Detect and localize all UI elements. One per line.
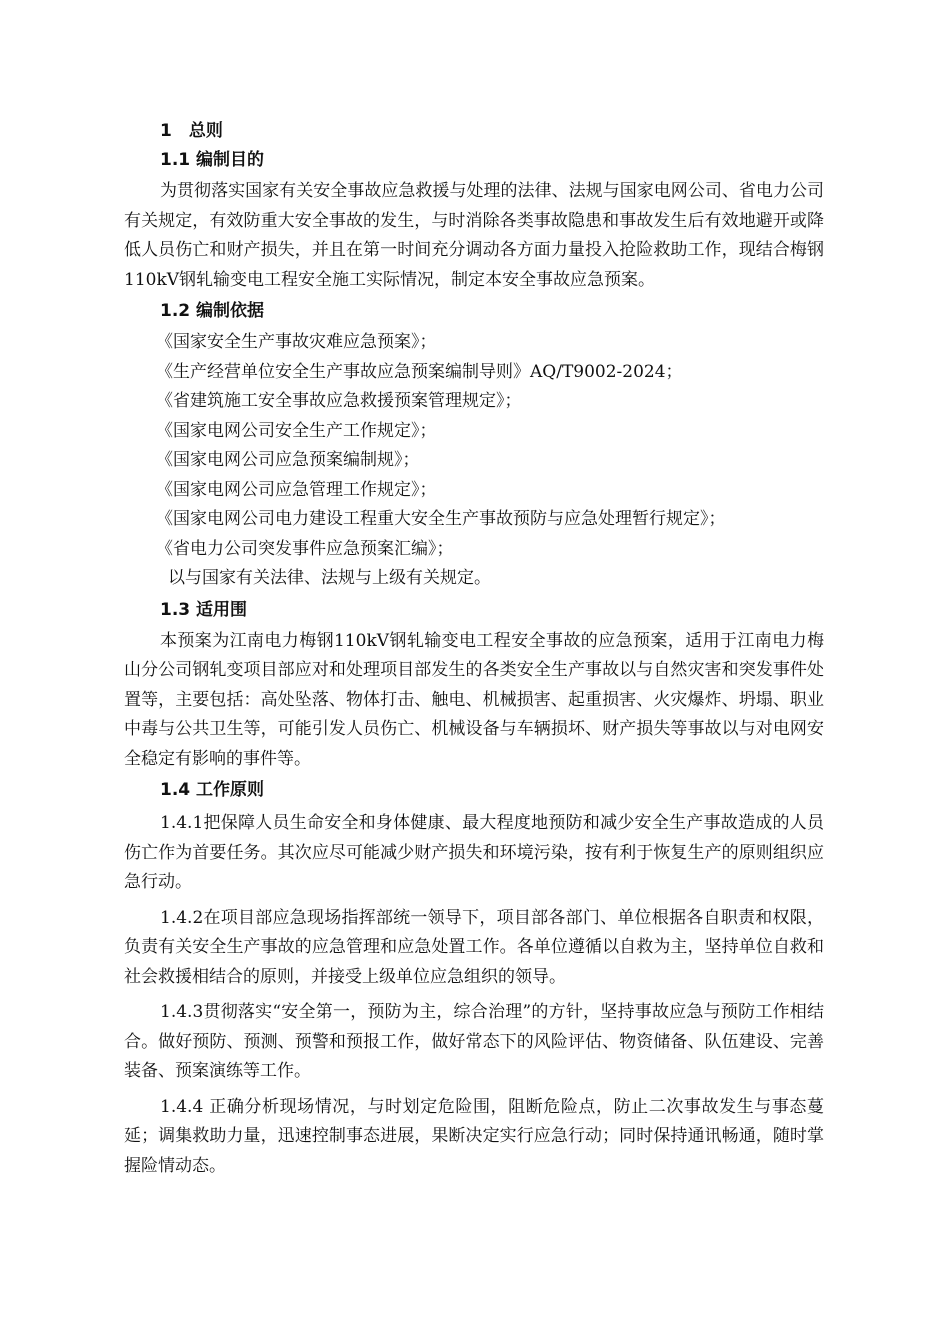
basis-item: 《国家电网公司安全生产工作规定》； <box>156 420 437 441</box>
paragraph-scope: 本预案为江南电力梅钢110kV钢轧输变电工程安全事故的应急预案，适用于江南电力梅山分公司钢轧变项目部应对和处理项目部发生的各类安全生产事故以与自然灾害和突发事件处置等，主要包括：高处坠落、物体打击、触电、机械损害、起重损害、火灾爆炸、坍塌、职业中毒与公共卫生等，可能引发人员伤亡、机械设备与车辆损坏、财产损失等事故以与对电网安全稳定有影响的事件等。 <box>124 630 824 769</box>
principle-1-4-2: 1.4.2在项目部应急现场指挥部统一领导下，项目部各部门、单位根据各自职责和权限，负责有关安全生产事故的应急管理和应急处置工作。各单位遵循以自救为主，坚持单位自救和社会救援相结合的原则，并接受上级单位应急组织的领导。 <box>124 907 824 987</box>
basis-item: 《省电力公司突发事件应急预案汇编》； <box>156 538 454 559</box>
basis-item: 《国家安全生产事故灾难应急预案》； <box>156 332 437 352</box>
principle-1-4-4: 1.4.4 正确分析现场情况，与时划定危险围，阻断危险点，防止二次事故发生与事态蔓延；调集救助力量，迅速控制事态进展，果断决定实行应急行动；同时保持通讯畅通，随时掌握险情动态。 <box>124 1096 824 1176</box>
heading-1-3: 1.3 适用围 <box>160 599 248 620</box>
basis-item: 《生产经营单位安全生产事故应急预案编制导则》AQ/T9002-2024； <box>156 361 683 382</box>
principle-1-4-3: 1.4.3贯彻落实“安全第一，预防为主，综合治理”的方针，坚持事故应急与预防工作相结合。做好预防、预测、预警和预报工作，做好常态下的风险评估、物资储备、队伍建设、完善装备、预案演练等工作。 <box>124 1002 824 1081</box>
basis-extra: 以与国家有关法律、法规与上级有关规定。 <box>168 568 491 588</box>
section-heading-general: 1 总则 <box>160 121 223 141</box>
basis-item: 《国家电网公司应急管理工作规定》； <box>156 479 437 500</box>
basis-item: 《国家电网公司电力建设工程重大安全生产事故预防与应急处理暂行规定》； <box>156 509 726 529</box>
basis-item: 《省建筑施工安全事故应急救援预案管理规定》； <box>156 391 522 411</box>
heading-1-2: 1.2 编制依据 <box>160 301 265 321</box>
basis-item: 《国家电网公司应急预案编制规》； <box>156 450 420 470</box>
heading-1-4: 1.4 工作原则 <box>160 780 265 800</box>
paragraph-purpose: 为贯彻落实国家有关安全事故应急救援与处理的法律、法规与国家电网公司、省电力公司有关规定，有效防重大安全事故的发生，与时消除各类事故隐患和事故发生后有效地避开或降低人员伤亡和财产损失，并且在第一时间充分调动各方面力量投入抢险救助工作，现结合梅钢110kV钢轧输变电工程安全施工实际情况，制定本安全事故应急预案。 <box>124 181 824 290</box>
principle-1-4-1: 1.4.1把保障人员生命安全和身体健康、最大程度地预防和减少安全生产事故造成的人员伤亡作为首要任务。其次应尽可能减少财产损失和环境污染，按有利于恢复生产的原则组织应急行动。 <box>124 813 824 892</box>
heading-1-1: 1.1 编制目的 <box>160 150 265 170</box>
document-body <box>124 118 824 1181</box>
